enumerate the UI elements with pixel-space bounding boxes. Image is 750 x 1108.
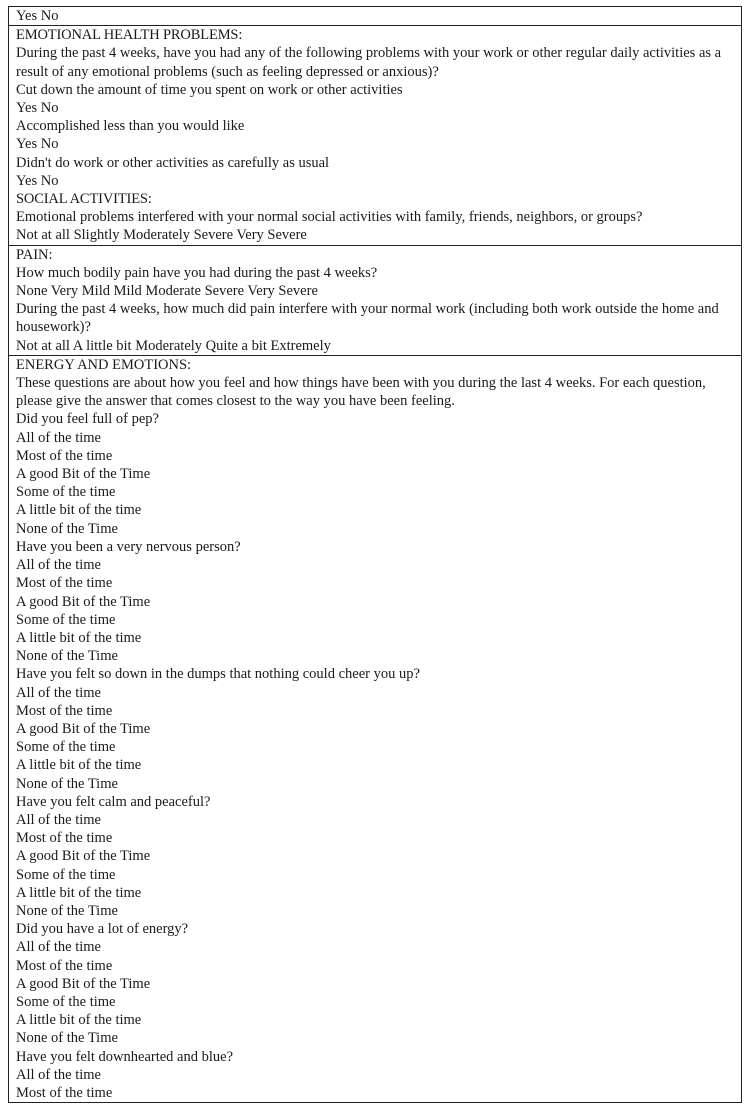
question-text: Cut down the amount of time you spent on work or other activities (16, 81, 403, 98)
answer-option: None of the Time (16, 775, 118, 792)
section-intro: These questions are about how you feel and how things have been with you during the last 4 weeks. For each question, please give the answer that comes closest to the way you have been feeling. (16, 375, 706, 410)
answer-option: Most of the time (16, 830, 113, 847)
answer-option: Most of the time (16, 957, 113, 974)
section-heading: SOCIAL ACTIVITIES: (16, 191, 152, 208)
answer-option: None of the Time (16, 520, 118, 537)
question-text: Did you feel full of pep? (16, 411, 159, 428)
answer-option: Some of the time (16, 611, 116, 628)
energy-emotions-section (8, 355, 742, 1103)
emotional-health-section (8, 25, 742, 244)
answer-options: Yes No (16, 172, 59, 189)
answer-option: None of the Time (16, 1030, 118, 1047)
question-text: Have you felt so down in the dumps that nothing could cheer you up? (16, 666, 420, 683)
answer-option: All of the time (16, 811, 101, 828)
answer-option: Some of the time (16, 866, 116, 883)
answer-options: Yes No (16, 100, 59, 117)
answer-options: None Very Mild Mild Moderate Severe Very Severe (16, 283, 318, 300)
question-text: How much bodily pain have you had during the past 4 weeks? (16, 264, 378, 281)
section-intro: During the past 4 weeks, have you had any of the following problems with your work or other regular daily activities as a result of any emotional problems (such as feeling depressed or anxious)? (16, 45, 722, 80)
answer-option: A good Bit of the Time (16, 593, 151, 610)
answer-option: A good Bit of the Time (16, 466, 151, 483)
answer-option: Most of the time (16, 702, 113, 719)
answer-option: Most of the time (16, 1084, 113, 1101)
question-text: During the past 4 weeks, how much did pain interfere with your normal work (including both work outside the home and housework)? (16, 301, 719, 336)
answer-option: Some of the time (16, 484, 116, 501)
answer-option: A little bit of the time (16, 502, 142, 519)
answer-option: All of the time (16, 429, 101, 446)
section-heading: PAIN: (16, 246, 53, 263)
section-heading: EMOTIONAL HEALTH PROBLEMS: (16, 27, 243, 44)
answer-options: Yes No (16, 136, 59, 153)
answer-option: A little bit of the time (16, 884, 142, 901)
answer-option: None of the Time (16, 902, 118, 919)
section-heading: ENERGY AND EMOTIONS: (16, 356, 192, 373)
answer-option: None of the Time (16, 648, 118, 665)
question-text: Have you felt downhearted and blue? (16, 1048, 234, 1065)
answer-option: All of the time (16, 939, 101, 956)
answer-option: A little bit of the time (16, 629, 142, 646)
question-text: Did you have a lot of energy? (16, 921, 189, 938)
question-text: Accomplished less than you would like (16, 118, 245, 135)
question-text: Didn't do work or other activities as carefully as usual (16, 154, 330, 171)
answer-option: Some of the time (16, 993, 116, 1010)
answer-option: A little bit of the time (16, 1012, 142, 1029)
answer-option: All of the time (16, 684, 101, 701)
answer-option: A good Bit of the Time (16, 848, 151, 865)
answer-options: Not at all A little bit Moderately Quite a bit Extremely (16, 337, 331, 354)
answer-option: All of the time (16, 557, 101, 574)
answer-option: Most of the time (16, 575, 113, 592)
pain-section (8, 245, 742, 355)
questionnaire-table (8, 6, 742, 1103)
question-text: Emotional problems interfered with your normal social activities with family, friends, neighbors, or groups? (16, 209, 643, 226)
question-text: Have you felt calm and peaceful? (16, 793, 211, 810)
question-text: Have you been a very nervous person? (16, 538, 241, 555)
answer-option: A good Bit of the Time (16, 720, 151, 737)
answer-option: Some of the time (16, 739, 116, 756)
answer-option: Most of the time (16, 447, 113, 464)
answer-option: A little bit of the time (16, 757, 142, 774)
answer-option: All of the time (16, 1066, 101, 1083)
top-answer-row (8, 6, 742, 25)
answer-options: Yes No (16, 8, 59, 24)
answer-options: Not at all Slightly Moderately Severe Very Severe (16, 227, 307, 244)
answer-option: A good Bit of the Time (16, 975, 151, 992)
